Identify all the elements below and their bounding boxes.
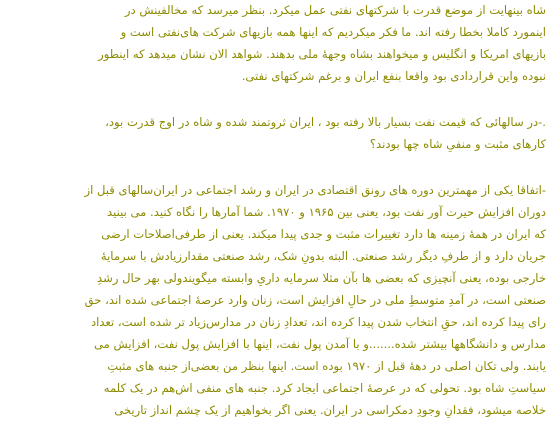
answer-line-3: که ایران در همهٔ زمینه ها دارد تغییرات مثبت و جدی پیدا میکند. یعنی از طرفی‌اصلاحات ارضی (101, 227, 546, 241)
answer-line-10: سیاستِ شاه بود. تحولی که در عرصهٔ اجتماعی ایجاد کرد. جنبه های منفی اش‌هم در یک کلمه (103, 381, 546, 395)
answer-line-11: خلاصه میشود، فقدانِ وجودِ دمکراسی در ایران. یعنی اگر بخواهیم از یک چشم انداز تاریخی (114, 403, 546, 417)
paragraph-1-line-1: شاه بینهایت از موضع قدرت با شرکتهای نفتی عمل میکرد. بنظر میرسد که مخالفینش در (124, 3, 546, 17)
answer-line-1: -اتفاقا یکی از مهمترین دوره های رونق اقتصادی در ایران و رشد اجتماعی در ایران‌سالهای قبل از (84, 183, 546, 197)
answer-line-2: دوران افزایش حیرت آور نفت بود، یعنی بین ۱۹۶۵ و ۱۹۷۰. شما آمارها را نگاه کنید. می بینید (107, 205, 546, 219)
question-line-1: .-در سالهائی که قیمت نفت بسیار بالا رفته بود ، ایران ثروتمند شده و شاه در اوج قدرت بود، (105, 115, 546, 129)
paragraph-1-line-4: نبوده واین قراردادی بود واقعا بنفع ایران و برغم شرکتهای نفتی. (241, 69, 546, 83)
answer-line-7: رای پیدا کرده اند، حقِ انتخاب شدن پیدا کرده اند، تعدادِ زنان در مدارس‌زیاد تر شده است، تعداد (90, 315, 546, 329)
paragraph-1-line-2: اینمورد کاملا بخطا رفته اند. ما فکر میکردیم که اینها همه بازیهای شرکت های‌نفتی است و (120, 25, 546, 39)
answer-line-5: خارجی بوده، یعنی آنچیزی که بعضی ها بآن مثلا سرمایه داریِ وابسته میگویندولی بهر حال رشدِ (97, 271, 546, 285)
answer-line-8: مدارس و دانشگاهها بیشتر شده.......و با آمدن پول نفت، اینها با افزایش پول نفت، افزایش می (94, 337, 546, 351)
question-line-2: کارهای مثبت و منفیِ شاه چها بودند؟ (369, 137, 546, 151)
answer-line-4: جریان دارد و از طرفِ دیگر رشد صنعتی. البته بدونِ شک، رشد صنعتی مقدارزیادش با سرمایهٔ (100, 249, 546, 263)
paragraph-1-line-3: بازیهای امریکا و انگلیس و میخواهند بشاه وجههٔ ملی بدهند. شواهد الان نشان میدهد که اینطور (98, 47, 546, 61)
answer-line-9: یابند. ولی تکان اصلی در دههٔ قبل از ۱۹۷۰ بوده است. اینها بنظر من بعضی‌از جنبه های مثبتِ (107, 359, 546, 373)
answer-line-6: صنعتی است، در آمدِ متوسطِ ملی در حالِ افزایش است، زنان وارد عرصهٔ اجتماعی شده اند، حق (84, 293, 546, 307)
